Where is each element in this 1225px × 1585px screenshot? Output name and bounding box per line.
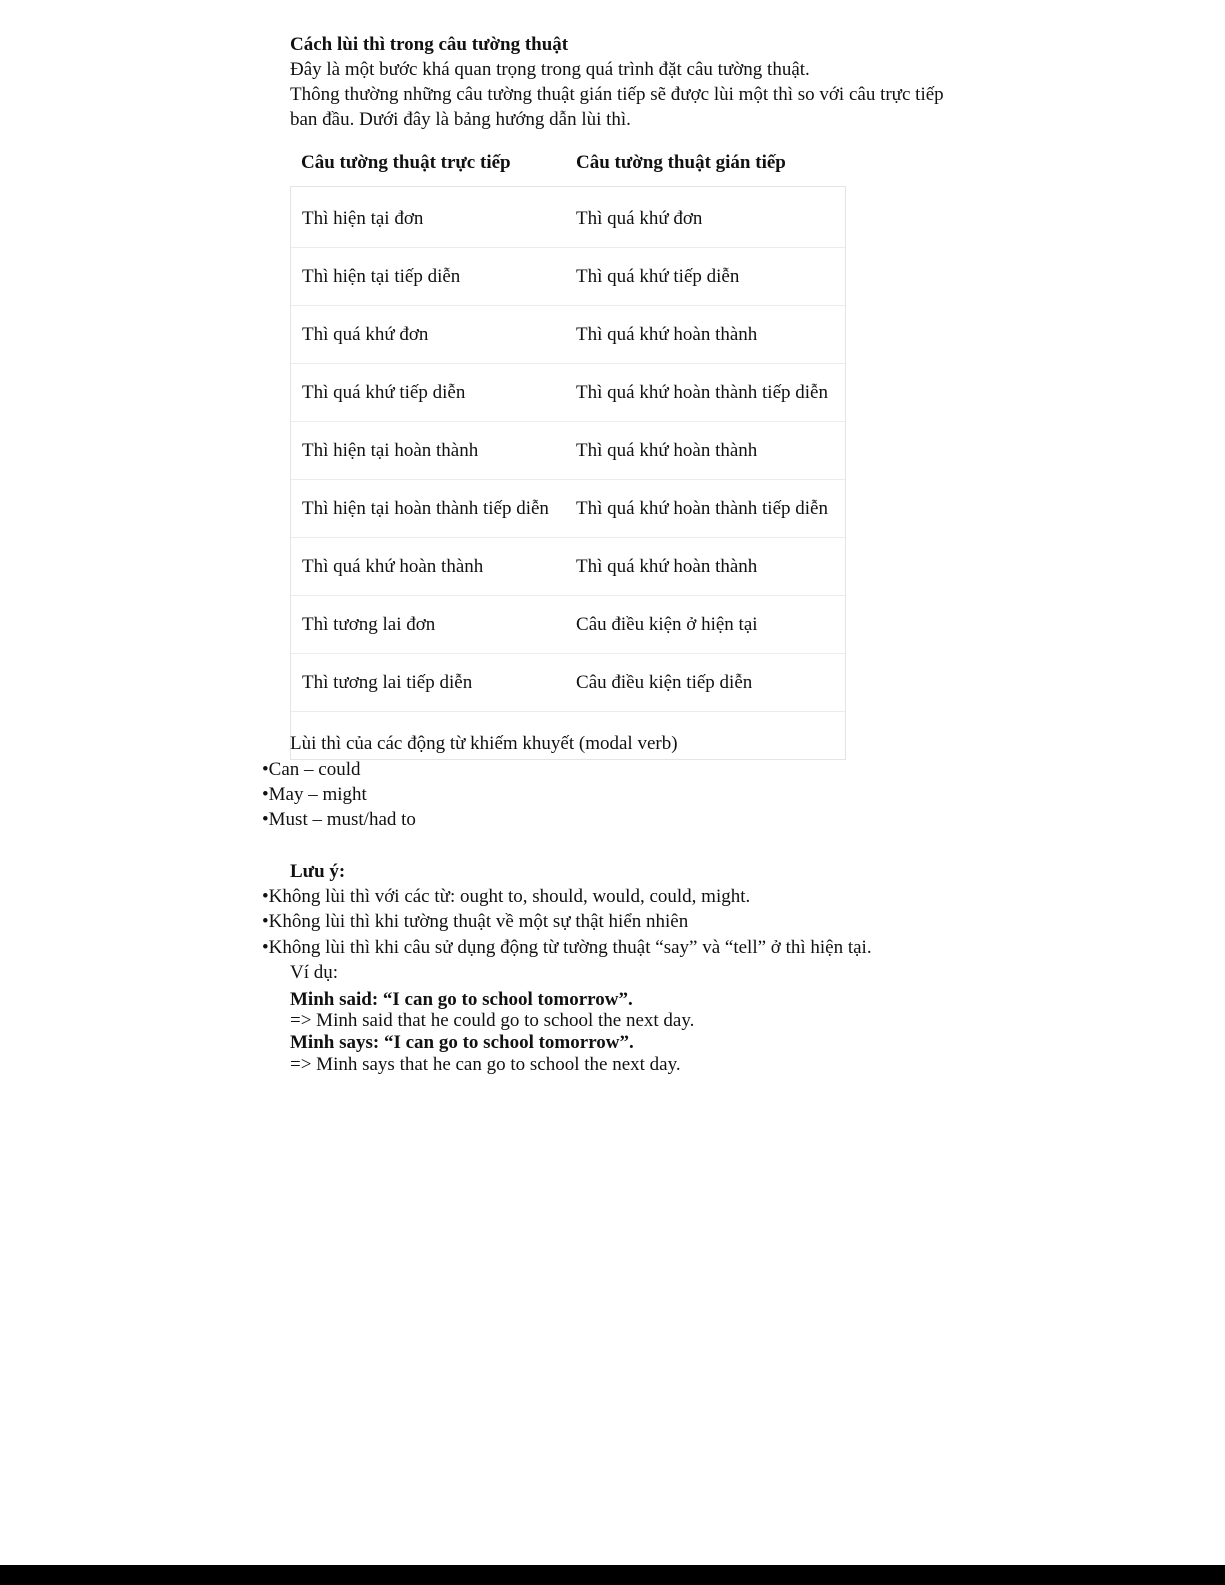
- table-cell-direct: Thì hiện tại hoàn thành tiếp diễn: [302, 497, 549, 519]
- table-row: [291, 364, 845, 422]
- note-item: •Không lùi thì khi câu sử dụng động từ tường thuật “say” và “tell” ở thì hiện tại.: [262, 937, 872, 958]
- note-item: •Không lùi thì với các từ: ought to, should, would, could, might.: [262, 886, 751, 907]
- table-row: [291, 596, 845, 654]
- table-body: [290, 186, 846, 760]
- table-row: [291, 538, 845, 596]
- table-header-direct: Câu tường thuật trực tiếp: [301, 152, 511, 173]
- table-cell-direct: Thì quá khứ đơn: [302, 323, 429, 345]
- intro-line-1: Đây là một bước khá quan trọng trong quá trình đặt câu tường thuật.: [290, 59, 810, 80]
- modal-item: •May – might: [262, 784, 367, 805]
- tense-backshift-table: [290, 143, 846, 760]
- example-reported-2: => Minh says that he can go to school the next day.: [290, 1054, 681, 1075]
- modal-verb-title: Lùi thì của các động từ khiếm khuyết (modal verb): [290, 733, 678, 754]
- table-cell-indirect: Thì quá khứ tiếp diễn: [576, 265, 740, 287]
- intro-line-3: ban đầu. Dưới đây là bảng hướng dẫn lùi thì.: [290, 109, 631, 130]
- example-direct-1: Minh said: “I can go to school tomorrow”.: [290, 989, 633, 1010]
- table-row: [291, 422, 845, 480]
- intro-line-2: Thông thường những câu tường thuật gián tiếp sẽ được lùi một thì so với câu trực tiếp: [290, 84, 944, 105]
- table-row: [291, 248, 845, 306]
- note-title: Lưu ý:: [290, 861, 346, 882]
- example-direct-2: Minh says: “I can go to school tomorrow”.: [290, 1032, 634, 1053]
- table-cell-direct: Thì quá khứ tiếp diễn: [302, 381, 466, 403]
- note-item: •Không lùi thì khi tường thuật về một sự thật hiển nhiên: [262, 911, 689, 932]
- table-row: [291, 190, 845, 248]
- modal-item: •Must – must/had to: [262, 809, 416, 830]
- table-cell-indirect: Thì quá khứ hoàn thành: [576, 555, 758, 577]
- table-cell-indirect: Thì quá khứ hoàn thành tiếp diễn: [576, 497, 828, 519]
- section-heading: Cách lùi thì trong câu tường thuật: [290, 34, 569, 55]
- table-cell-indirect: Câu điều kiện tiếp diễn: [576, 671, 753, 693]
- table-cell-indirect: Câu điều kiện ở hiện tại: [576, 613, 758, 635]
- modal-item: •Can – could: [262, 759, 361, 780]
- table-cell-direct: Thì tương lai đơn: [302, 613, 436, 635]
- table-row: [291, 480, 845, 538]
- table-cell-indirect: Thì quá khứ hoàn thành: [576, 439, 758, 461]
- table-cell-direct: Thì tương lai tiếp diễn: [302, 671, 473, 693]
- page-bottom-border: [0, 1565, 1225, 1585]
- table-row: [291, 306, 845, 364]
- table-cell-direct: Thì quá khứ hoàn thành: [302, 555, 484, 577]
- table-row: [291, 654, 845, 712]
- table-header-indirect: Câu tường thuật gián tiếp: [576, 152, 786, 173]
- table-cell-indirect: Thì quá khứ hoàn thành tiếp diễn: [576, 381, 828, 403]
- table-cell-indirect: Thì quá khứ đơn: [576, 207, 703, 229]
- table-cell-direct: Thì hiện tại đơn: [302, 207, 424, 229]
- example-label: Ví dụ:: [290, 962, 339, 983]
- example-reported-1: => Minh said that he could go to school the next day.: [290, 1010, 695, 1031]
- table-header-row: [290, 143, 846, 183]
- table-cell-indirect: Thì quá khứ hoàn thành: [576, 323, 758, 345]
- table-cell-direct: Thì hiện tại hoàn thành: [302, 439, 479, 461]
- table-cell-direct: Thì hiện tại tiếp diễn: [302, 265, 461, 287]
